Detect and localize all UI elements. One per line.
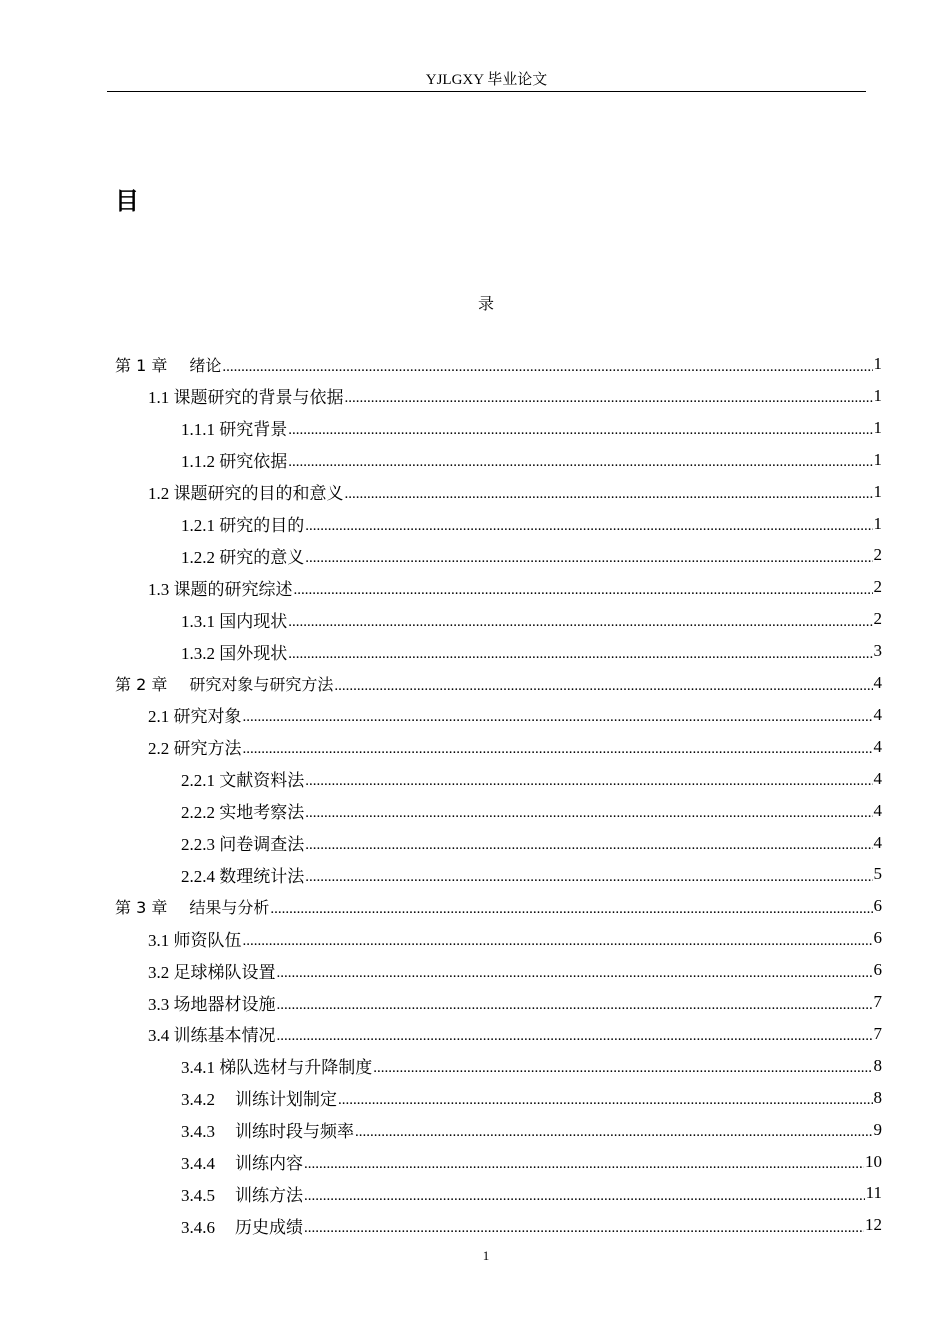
toc-leader-dots xyxy=(288,608,872,631)
toc-entry-number: 2.2.1 xyxy=(181,771,215,791)
toc-entry-page: 4 xyxy=(873,800,882,820)
toc-entry[interactable] xyxy=(115,890,882,922)
toc-entry-text: 绪论 xyxy=(189,355,222,375)
toc-entry-page: 6 xyxy=(873,928,882,948)
toc-entry-page: 3 xyxy=(873,641,882,661)
toc-entry-label xyxy=(181,862,304,887)
toc-entry-number: 3.4.3 xyxy=(181,1122,215,1142)
toc-entry[interactable] xyxy=(181,763,882,795)
toc-entry-label xyxy=(115,895,269,918)
toc-entry-page: 6 xyxy=(873,960,882,980)
toc-leader-dots xyxy=(305,799,872,822)
toc-entry[interactable] xyxy=(181,508,882,540)
toc-entry-page: 1 xyxy=(873,417,882,437)
toc-entry-label xyxy=(148,734,242,759)
toc-entry-label xyxy=(148,926,242,951)
toc-entry-number: 1.3.2 xyxy=(181,643,215,663)
toc-leader-dots xyxy=(304,1150,864,1173)
toc-entry-number: 3.4.5 xyxy=(181,1185,215,1205)
toc-entry-number: 3.4.2 xyxy=(181,1090,215,1110)
toc-entry[interactable] xyxy=(181,1146,882,1178)
toc-entry-page: 6 xyxy=(873,896,882,916)
toc-leader-dots xyxy=(243,703,873,726)
toc-entry-text: 问卷调查法 xyxy=(219,835,305,854)
toc-entry-label xyxy=(148,1021,276,1046)
toc-leader-dots xyxy=(243,927,873,950)
page-number: 1 xyxy=(482,1248,490,1263)
toc-entry-label xyxy=(181,1085,337,1110)
toc-entry-text: 国内现状 xyxy=(219,611,288,631)
toc-entry-number: 第 2 章 xyxy=(115,674,168,694)
toc-leader-dots xyxy=(305,767,872,790)
toc-entry-page: 1 xyxy=(873,354,882,373)
toc-entry-page: 10 xyxy=(865,1151,882,1171)
toc-entry-page: 11 xyxy=(865,1183,882,1203)
toc-leader-dots xyxy=(277,991,873,1014)
toc-entry-number: 2.2.3 xyxy=(181,835,215,854)
toc-leader-dots xyxy=(288,416,872,439)
toc-entry-page: 7 xyxy=(873,1023,882,1043)
toc-entry-label xyxy=(148,575,293,600)
toc-entry-label xyxy=(181,1181,303,1206)
toc-entry-number: 1.3.1 xyxy=(181,611,215,631)
toc-entry-number: 1.1.2 xyxy=(181,452,215,472)
toc-entry-page: 2 xyxy=(873,545,882,565)
toc-leader-dots xyxy=(243,735,873,758)
toc-entry-number: 3.3 xyxy=(148,994,170,1014)
toc-entry-text: 足球梯队设置 xyxy=(173,962,276,982)
toc-entry-page: 4 xyxy=(873,673,882,692)
toc-entry[interactable] xyxy=(115,348,882,380)
toc-entry-number: 第 1 章 xyxy=(115,355,168,375)
toc-entry-number: 3.4.1 xyxy=(181,1058,215,1078)
toc-entry-number: 3.4.6 xyxy=(181,1217,215,1237)
toc-entry-page: 12 xyxy=(865,1215,882,1235)
toc-entry-page: 4 xyxy=(873,832,882,852)
toc-entry-label xyxy=(181,607,287,632)
toc-entry-number: 3.1 xyxy=(148,930,170,950)
toc-entry[interactable] xyxy=(181,858,882,890)
toc-entry-text: 梯队选材与升降制度 xyxy=(219,1058,373,1078)
toc-entry-page: 4 xyxy=(873,704,882,724)
toc-entry-number: 第 3 章 xyxy=(115,897,168,917)
toc-entry-label xyxy=(181,1213,303,1238)
toc-entry-page: 1 xyxy=(873,481,882,501)
toc-leader-dots xyxy=(288,640,872,663)
toc-entry-text: 课题的研究综述 xyxy=(173,579,293,599)
toc-leader-dots xyxy=(222,353,872,376)
toc-entry-label xyxy=(181,766,304,791)
toc-entry-page: 1 xyxy=(873,449,882,469)
toc-entry-label xyxy=(181,1053,372,1078)
toc-entry-page: 8 xyxy=(873,1055,882,1075)
toc-entry-number: 1.1 xyxy=(148,388,170,408)
toc-entry-label xyxy=(181,415,287,440)
toc-entry-number: 1.2 xyxy=(148,484,170,504)
toc-entry-page: 8 xyxy=(873,1087,882,1107)
toc-leader-dots xyxy=(305,512,872,535)
toc-leader-dots xyxy=(338,1086,873,1109)
toc-entry[interactable] xyxy=(181,444,882,476)
toc-entry-label xyxy=(148,990,276,1015)
toc-entry-text: 训练基本情况 xyxy=(173,1026,276,1046)
toc-entry-label xyxy=(148,958,276,983)
toc-entry-text: 课题研究的目的和意义 xyxy=(173,484,344,504)
toc-entry-number: 1.2.1 xyxy=(181,516,215,535)
toc-entry-label xyxy=(181,511,304,536)
toc-leader-dots xyxy=(305,863,872,886)
toc-leader-dots xyxy=(270,895,872,918)
toc-entry-text: 场地器材设施 xyxy=(173,994,276,1014)
toc-entry-number: 3.4.4 xyxy=(181,1154,215,1173)
toc-entry-page: 4 xyxy=(873,768,882,788)
toc-entry-text: 数理统计法 xyxy=(219,866,305,886)
header-rule xyxy=(107,91,866,92)
toc-entry[interactable] xyxy=(181,412,882,444)
toc-entry-text: 研究背景 xyxy=(219,420,288,440)
toc-entry-text: 结果与分析 xyxy=(189,897,270,917)
toc-entry[interactable] xyxy=(148,1018,882,1050)
toc-entry-page: 9 xyxy=(873,1119,882,1139)
toc-entry[interactable] xyxy=(181,1050,882,1082)
toc-entry-text: 实地考察法 xyxy=(219,803,305,823)
toc-entry-number: 1.2.2 xyxy=(181,547,215,567)
toc-entry-label xyxy=(148,702,242,727)
toc-entry-text: 训练计划制定 xyxy=(235,1090,337,1110)
toc-leader-dots xyxy=(305,831,872,854)
toc-entry-text: 研究的意义 xyxy=(219,547,305,567)
toc-entry[interactable] xyxy=(148,731,882,763)
toc-entry-label xyxy=(148,383,344,408)
toc-entry-label xyxy=(181,798,304,823)
toc-entry-text: 研究对象与研究方法 xyxy=(189,674,334,694)
toc-entry-page: 5 xyxy=(873,864,882,884)
toc-entry-text: 研究依据 xyxy=(219,452,288,472)
toc-entry-text: 研究方法 xyxy=(173,739,242,759)
toc-entry-label xyxy=(148,479,344,504)
toc-entry-page: 1 xyxy=(873,385,882,405)
toc-entry-text: 研究的目的 xyxy=(219,516,305,535)
toc-entry-number: 1.1.1 xyxy=(181,420,215,440)
toc-entry[interactable] xyxy=(148,380,882,412)
toc-entry-number: 2.1 xyxy=(148,707,170,727)
toc-entry-text: 训练时段与频率 xyxy=(235,1122,354,1142)
toc-entry[interactable] xyxy=(181,1082,882,1114)
toc-entry[interactable] xyxy=(148,476,882,508)
page-header xyxy=(107,70,866,90)
toc-entry-number: 1.3 xyxy=(148,579,170,599)
toc-leader-dots xyxy=(305,544,872,567)
toc-entry-page: 7 xyxy=(873,992,882,1011)
toc-entry[interactable] xyxy=(148,699,882,731)
toc-entry-number: 2.2.2 xyxy=(181,803,215,823)
toc-entry-label xyxy=(115,672,333,695)
toc-entry-text: 课题研究的背景与依据 xyxy=(173,388,344,408)
toc-entry[interactable] xyxy=(181,635,882,667)
toc-entry-label xyxy=(115,353,221,376)
toc-leader-dots xyxy=(277,1022,873,1045)
toc-leader-dots xyxy=(345,384,873,407)
toc-entry[interactable] xyxy=(181,795,882,827)
toc-entry[interactable] xyxy=(181,1114,882,1146)
toc-entry-label xyxy=(181,830,304,855)
toc-leader-dots xyxy=(345,480,873,503)
toc-entry-text: 国外现状 xyxy=(219,643,288,663)
toc-entry-label xyxy=(181,447,287,472)
toc-entry[interactable] xyxy=(181,603,882,635)
toc-title-bottom: 录 xyxy=(477,296,494,313)
toc-entry[interactable] xyxy=(148,571,882,603)
toc-entry-text: 训练方法 xyxy=(235,1185,303,1205)
toc-entry-number: 3.4 xyxy=(148,1026,170,1046)
toc-entry-text: 研究对象 xyxy=(173,707,242,727)
toc-leader-dots xyxy=(334,672,872,695)
toc-entry-label xyxy=(181,1149,303,1174)
toc-leader-dots xyxy=(294,576,873,599)
toc-entry-page: 4 xyxy=(873,736,882,756)
toc-leader-dots xyxy=(373,1054,872,1077)
toc-entry-text: 训练内容 xyxy=(235,1154,303,1173)
toc-leader-dots xyxy=(304,1182,865,1205)
toc-entry[interactable] xyxy=(181,1177,882,1209)
toc-entry-label xyxy=(181,639,287,664)
header-title: YJLGXY 毕业论文 xyxy=(425,72,548,88)
toc-entry-label xyxy=(181,543,304,568)
toc-entry-page: 1 xyxy=(873,513,882,533)
toc-entry[interactable] xyxy=(148,954,882,986)
toc-entry-text: 历史成绩 xyxy=(235,1217,303,1237)
toc-entry-number: 3.2 xyxy=(148,962,170,982)
toc-entry[interactable] xyxy=(181,827,882,859)
toc-entry-text: 文献资料法 xyxy=(219,771,305,791)
toc-entry-page: 2 xyxy=(873,577,882,597)
toc-entry-page: 2 xyxy=(873,609,882,629)
toc-entry[interactable] xyxy=(148,986,882,1018)
toc-entry-number: 2.2 xyxy=(148,739,170,759)
toc-leader-dots xyxy=(277,959,873,982)
toc-leader-dots xyxy=(355,1118,873,1141)
toc-entry[interactable] xyxy=(115,667,882,699)
toc-entry[interactable] xyxy=(181,1209,882,1241)
toc-entry-number: 2.2.4 xyxy=(181,866,215,886)
toc-leader-dots xyxy=(288,448,872,471)
toc-leader-dots xyxy=(304,1214,864,1237)
toc-entry-label xyxy=(181,1117,354,1142)
toc-title-top: 目 xyxy=(115,187,139,215)
toc-entry[interactable] xyxy=(181,539,882,571)
toc-entry-text: 师资队伍 xyxy=(173,930,242,950)
toc-entry[interactable] xyxy=(148,922,882,954)
